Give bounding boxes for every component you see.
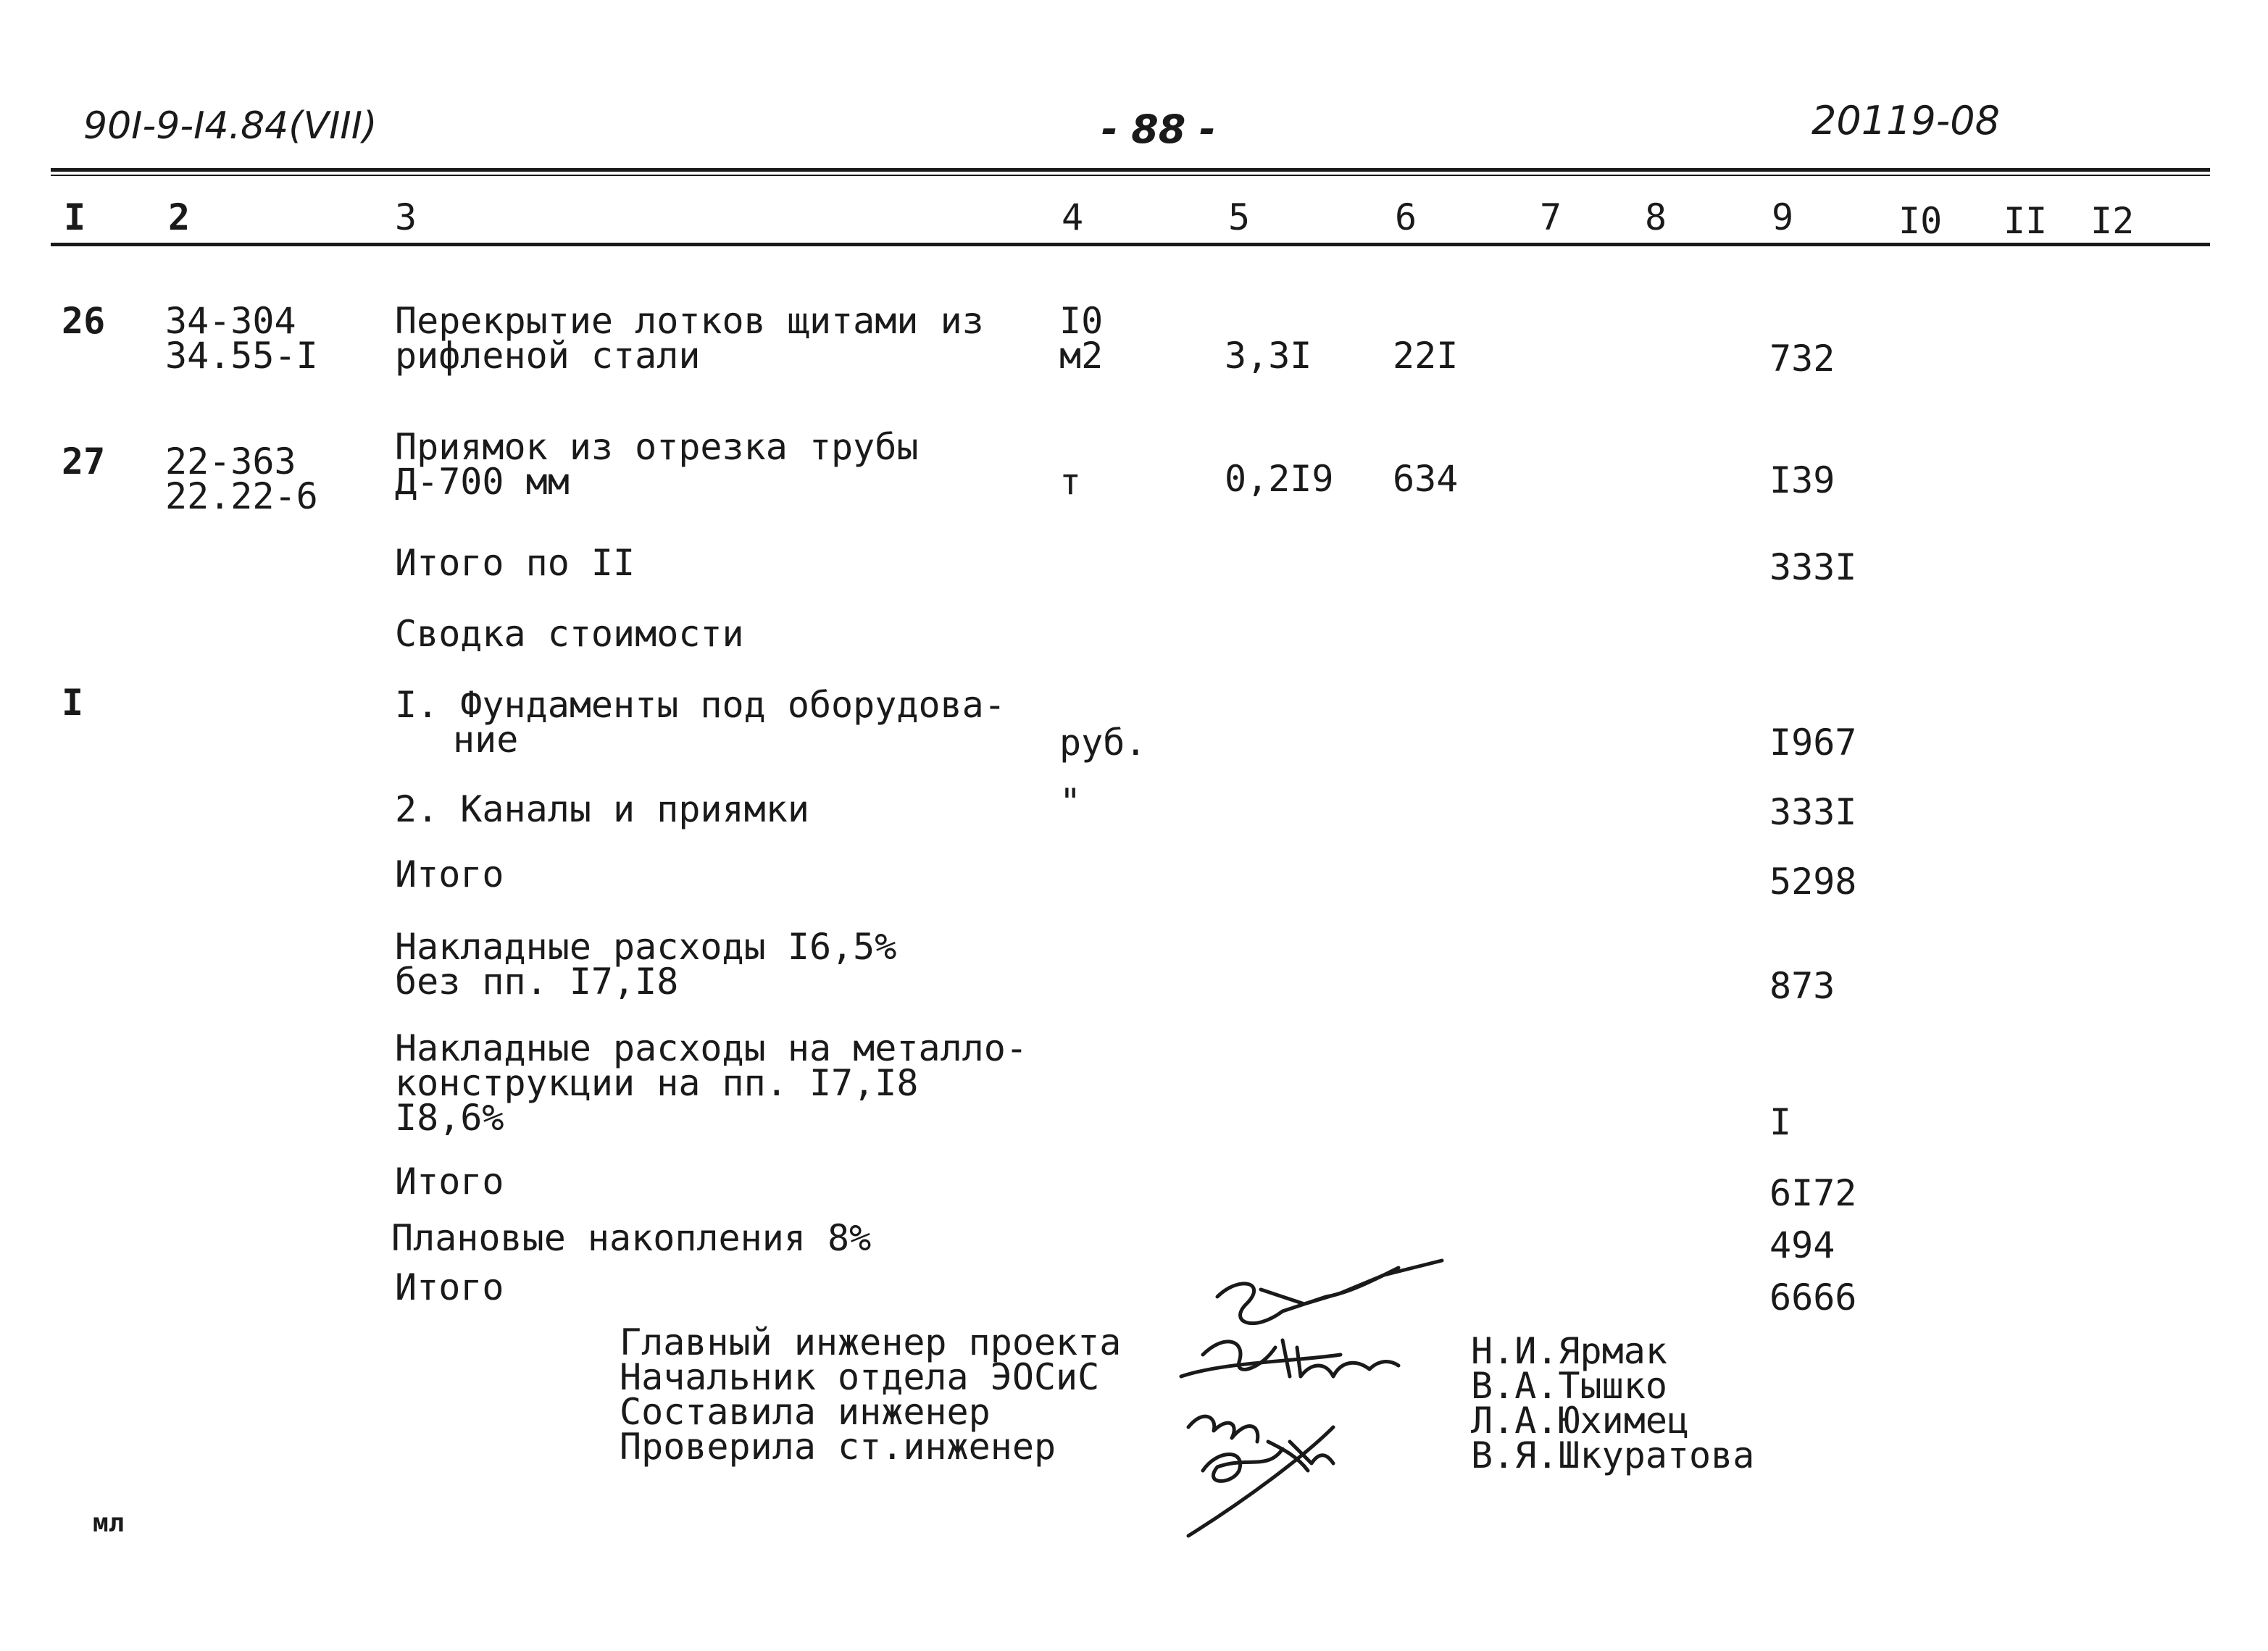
overhead-value: 873: [1769, 965, 1835, 1007]
quantity: 0,2I9: [1225, 458, 1334, 500]
summary-number: I: [62, 682, 84, 724]
signature-role: Составила инженер: [620, 1391, 991, 1433]
quantity: 3,3I: [1225, 335, 1312, 377]
subtotal-label: Итого: [395, 853, 504, 895]
grand-total-value: 6666: [1769, 1276, 1857, 1318]
column-header: I: [64, 196, 86, 238]
summary-item-channels: 2. Каналы и приямки: [395, 788, 809, 830]
summary-unit: руб.: [1059, 722, 1147, 764]
signature-name: Л.А.Юхимец: [1471, 1400, 1690, 1442]
column-header: 7: [1540, 196, 1562, 238]
column-header: II: [2004, 200, 2048, 242]
handwritten-signatures: [1159, 1253, 1464, 1543]
row-number: 26: [62, 300, 106, 342]
metal-overhead-rate: I8,6%: [395, 1097, 504, 1139]
signature-name: В.Я.Шкуратова: [1471, 1434, 1755, 1476]
norm-code: 34-304: [165, 300, 296, 342]
subtotal-label: Итого: [395, 1161, 504, 1203]
column-header: 4: [1062, 196, 1084, 238]
norm-code-sub: 34.55-I: [165, 335, 318, 377]
footer-mark: мл: [93, 1508, 125, 1538]
archive-number: 20119-08: [1812, 98, 2000, 143]
column-header: 3: [395, 196, 417, 238]
grand-total-label: Итого: [395, 1266, 504, 1308]
table-top-rule: [51, 168, 2210, 172]
unit: т: [1059, 461, 1082, 503]
column-header: I0: [1898, 200, 1943, 242]
planned-savings-value: 494: [1769, 1224, 1835, 1266]
total-cost: 732: [1769, 338, 1835, 380]
norm-code: 22-363: [165, 440, 296, 482]
overhead-label-cont: без пп. I7,I8: [395, 961, 679, 1003]
summary-item-foundations-cont: ние: [453, 719, 519, 761]
column-header: 8: [1645, 196, 1667, 238]
subtotal-value: 6I72: [1769, 1172, 1857, 1214]
signature-role: Главный инженер проекта: [620, 1321, 1122, 1363]
total-cost: I39: [1769, 459, 1835, 501]
column-header: 5: [1228, 196, 1251, 238]
section-total-label: Итого по II: [395, 542, 635, 584]
column-header: 9: [1772, 196, 1794, 238]
metal-overhead-label: Накладные расходы на металло-: [395, 1027, 1027, 1069]
work-description: Приямок из отрезка трубы: [395, 426, 919, 468]
page-number: - 88 -: [1101, 106, 1216, 152]
work-description-cont: Д-700 мм: [395, 461, 570, 503]
row-number: 27: [62, 440, 106, 482]
summary-item-foundations: I. Фундаменты под оборудова-: [395, 684, 1006, 726]
metal-overhead-label-cont: конструкции на пп. I7,I8: [395, 1062, 919, 1104]
column-header: 2: [168, 196, 191, 238]
signature-role: Начальник отдела ЭОСиС: [620, 1356, 1100, 1398]
document-code: 90I-9-I4.84(VIII): [83, 104, 378, 148]
summary-title: Сводка стоимости: [395, 613, 744, 655]
unit-price: 634: [1393, 458, 1459, 500]
work-description: Перекрытие лотков щитами из: [395, 300, 984, 342]
column-header: I2: [2090, 200, 2135, 242]
planned-savings-label: Плановые накопления 8%: [391, 1217, 872, 1259]
unit: м2: [1059, 335, 1104, 377]
table-header-rule: [51, 243, 2210, 246]
signature-role: Проверила ст.инженер: [620, 1426, 1056, 1468]
subtotal-value: 5298: [1769, 861, 1857, 903]
summary-value: 333I: [1769, 791, 1857, 833]
metal-overhead-value: I: [1769, 1101, 1792, 1143]
column-header: 6: [1395, 196, 1417, 238]
signature-name: Н.И.Ярмак: [1471, 1330, 1667, 1372]
signature-name: В.А.Тышко: [1471, 1365, 1667, 1407]
table-top-rule-thin: [51, 175, 2210, 176]
unit-price: 22I: [1393, 335, 1459, 377]
work-description-cont: рифленой стали: [395, 335, 701, 377]
overhead-label: Накладные расходы I6,5%: [395, 926, 897, 968]
norm-code-sub: 22.22-6: [165, 475, 318, 517]
unit-count: I0: [1059, 300, 1104, 342]
section-total-value: 333I: [1769, 546, 1857, 588]
summary-value: I967: [1769, 722, 1857, 764]
summary-unit-ditto: ": [1059, 781, 1082, 823]
